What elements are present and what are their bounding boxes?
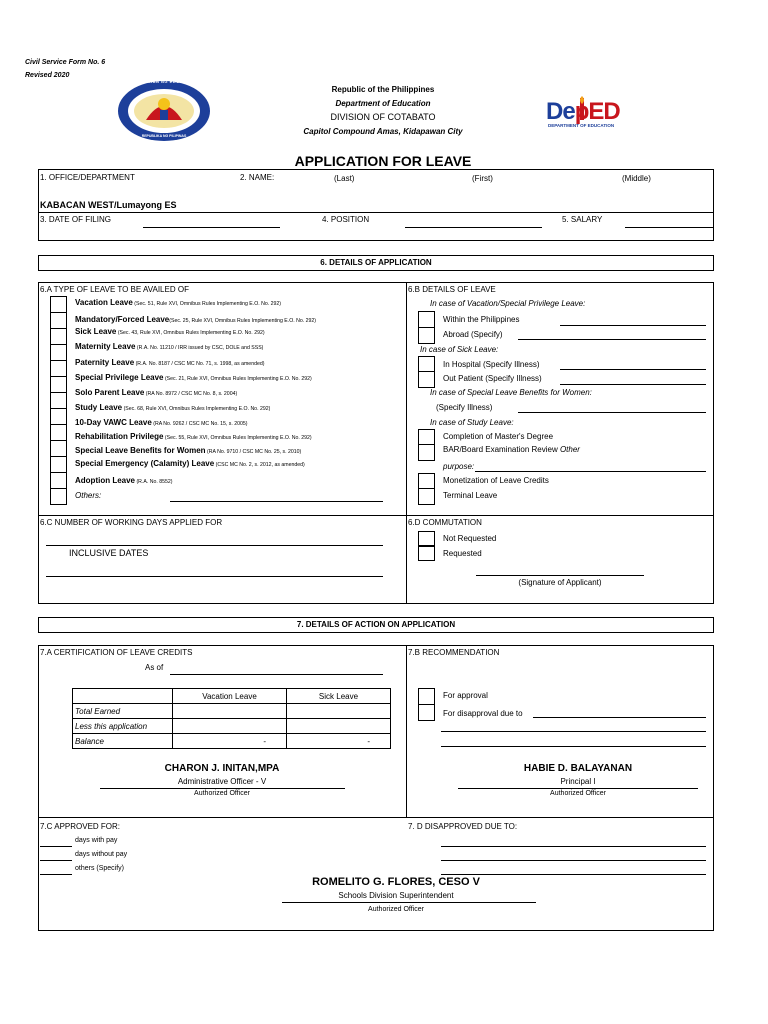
checkbox-leave-2[interactable]	[50, 312, 67, 329]
requested-label: Requested	[443, 549, 482, 558]
checkbox-out-patient[interactable]	[418, 371, 435, 388]
checkbox-leave-8[interactable]	[50, 408, 67, 425]
disapproved-due-label: 7. D DISAPPROVED DUE TO:	[408, 822, 518, 831]
disapproval-reason-field-2[interactable]	[441, 731, 706, 732]
seal-bottom-text: REPUBLIKA NG PILIPINAS	[141, 134, 187, 138]
checkbox-leave-13[interactable]	[50, 488, 67, 505]
checkbox-leave-9[interactable]	[50, 424, 67, 441]
table-row	[73, 719, 391, 734]
certifier-name: CHARON J. INITAN,MPA	[164, 763, 280, 774]
days-with-pay-label: days with pay	[75, 837, 118, 844]
position-field[interactable]	[405, 227, 542, 228]
inclusive-dates-label: INCLUSIVE DATES	[69, 548, 149, 558]
applicant-signature-field[interactable]	[476, 575, 644, 576]
disapproval-reason-field-1[interactable]	[533, 717, 706, 718]
office-label: 1. OFFICE/DEPARTMENT	[40, 173, 135, 182]
deped-wordmark: DepED	[546, 98, 620, 125]
name-label: 2. NAME:	[240, 173, 275, 182]
checkbox-leave-7[interactable]	[50, 392, 67, 409]
in-hospital-label: In Hospital (Specify Illness)	[443, 360, 540, 369]
form-number: Civil Service Form No. 6	[25, 59, 106, 66]
days-with-pay-field[interactable]	[40, 846, 72, 847]
leave-type-item: Solo Parent Leave (RA No. 8972 / CSC MC No. 8, s. 2004)	[75, 388, 238, 397]
out-patient-label: Out Patient (Specify Illness)	[443, 374, 542, 383]
table-row	[73, 704, 391, 719]
checkbox-requested[interactable]	[418, 546, 435, 561]
leave-type-item: Special Leave Benefits for Women (RA No. 9710 / CSC MC No. 25, s. 2010)	[75, 446, 302, 455]
days-without-pay-field[interactable]	[40, 860, 72, 861]
recommender-position: Principal I	[560, 777, 596, 786]
checkbox-leave-4[interactable]	[50, 344, 67, 361]
masters-degree-label: Completion of Master's Degree	[443, 432, 554, 441]
abroad-field[interactable]	[518, 339, 706, 340]
section6-title: 6. DETAILS OF APPLICATION	[38, 255, 714, 271]
checkbox-leave-1[interactable]	[50, 296, 67, 313]
recommender-role: Authorized Officer	[550, 790, 606, 797]
sick-case-label: In case of Sick Leave:	[420, 345, 499, 354]
women-case-label: In case of Special Leave Benefits for Women:	[430, 388, 592, 397]
table-cell[interactable]: -	[287, 734, 391, 749]
checkbox-leave-5[interactable]	[50, 360, 67, 377]
recommendation-label: 7.B RECOMMENDATION	[408, 648, 500, 657]
leave-type-item: Sick Leave (Sec. 43, Rule XVI, Omnibus Rules Implementing E.O. No. 292)	[75, 327, 265, 336]
working-days-field[interactable]	[46, 545, 383, 546]
position-label: 4. POSITION	[322, 215, 370, 224]
table-cell: Total Earned	[73, 704, 173, 719]
checkbox-within-philippines[interactable]	[418, 311, 435, 328]
leave-credits-table	[72, 688, 391, 749]
date-filing-field[interactable]	[143, 227, 280, 228]
leave-type-item: Paternity Leave (R.A. No. 8187 / CSC MC No. 71, s. 1998, as amended)	[75, 358, 265, 367]
checkbox-leave-6[interactable]	[50, 376, 67, 393]
approved-for-label: 7.C APPROVED FOR:	[40, 822, 121, 831]
abroad-label: Abroad (Specify)	[443, 330, 503, 339]
others-label: Others:	[75, 491, 102, 500]
others-specify-field[interactable]	[40, 874, 72, 875]
within-philippines-label: Within the Philippines	[443, 315, 520, 324]
study-case-label: In case of Study Leave:	[430, 418, 514, 427]
leave-type-item: Mandatory/Forced Leave(Sec. 25, Rule XVI, Omnibus Rules Implementing E.O. No. 292)	[75, 315, 317, 324]
for-disapproval-label: For disapproval due to	[443, 709, 523, 718]
leave-type-item: Vacation Leave (Sec. 51, Rule XVI, Omnibus Rules Implementing E.O. No. 292)	[75, 298, 282, 307]
recommender-name: HABIE D. BALAYANAN	[523, 763, 633, 774]
type-of-leave-label: 6.A TYPE OF LEAVE TO BE AVAILED OF	[40, 285, 189, 294]
checkbox-leave-11[interactable]	[50, 456, 67, 473]
others-field[interactable]	[170, 501, 383, 502]
bar-review-label: BAR/Board Examination Review Other	[443, 445, 580, 454]
address-label: Capitol Compound Amas, Kidapawan City	[303, 127, 463, 136]
disapproved-reason-field-2[interactable]	[441, 860, 706, 861]
commutation-label: 6.D COMMUTATION	[408, 518, 482, 527]
deped-brand-logo	[546, 96, 646, 130]
vacation-case-label: In case of Vacation/Special Privilege Leave:	[430, 299, 586, 308]
purpose-label: purpose:	[443, 462, 475, 471]
terminal-leave-label: Terminal Leave	[443, 491, 498, 500]
checkbox-bar-review[interactable]	[418, 444, 435, 461]
date-filing-label: 3. DATE OF FILING	[40, 215, 111, 224]
leave-type-item: Maternity Leave (R.A. No. 11210 / IRR issued by CSC, DOLE and SSS)	[75, 342, 264, 351]
table-row	[73, 734, 391, 749]
checkbox-for-disapproval[interactable]	[418, 704, 435, 721]
table-cell: Balance	[73, 734, 173, 749]
checkbox-abroad[interactable]	[418, 327, 435, 344]
division-label: DIVISION OF COTABATO	[330, 112, 436, 122]
table-cell[interactable]	[173, 704, 287, 719]
certifier-position: Administrative Officer - V	[177, 777, 267, 786]
checkbox-leave-10[interactable]	[50, 440, 67, 457]
last-name-label: (Last)	[334, 174, 355, 183]
middle-name-label: (Middle)	[622, 174, 651, 183]
for-approval-label: For approval	[443, 691, 488, 700]
inclusive-dates-field[interactable]	[46, 576, 383, 577]
checkbox-leave-3[interactable]	[50, 328, 67, 345]
applicant-signature-label: (Signature of Applicant)	[518, 578, 602, 587]
leave-type-item: Adoption Leave (R.A. No. 8552)	[75, 476, 173, 485]
checkbox-terminal-leave[interactable]	[418, 488, 435, 505]
purpose-field[interactable]	[475, 471, 706, 472]
section7-title: 7. DETAILS OF ACTION ON APPLICATION	[38, 617, 714, 633]
salary-label: 5. SALARY	[562, 215, 603, 224]
salary-field[interactable]	[625, 227, 713, 228]
specify-illness-label: (Specify Illness)	[436, 403, 493, 412]
table-header: Vacation Leave	[173, 689, 287, 704]
leave-type-item: Special Emergency (Calamity) Leave (CSC MC No. 2, s. 2012, as amended)	[75, 459, 305, 468]
form-title: APPLICATION FOR LEAVE	[294, 153, 472, 169]
checkbox-not-requested[interactable]	[418, 531, 435, 546]
table-header	[73, 689, 173, 704]
days-without-pay-label: days without pay	[75, 851, 128, 858]
checkbox-for-approval[interactable]	[418, 688, 435, 705]
table-cell[interactable]	[287, 719, 391, 734]
deped-sub: DEPARTMENT OF EDUCATION	[548, 123, 615, 128]
not-requested-label: Not Requested	[443, 534, 497, 543]
checkbox-leave-12[interactable]	[50, 472, 67, 489]
in-hospital-field[interactable]	[560, 369, 706, 370]
table-cell[interactable]	[287, 704, 391, 719]
monetization-label: Monetization of Leave Credits	[443, 476, 549, 485]
certifier-role: Authorized Officer	[194, 790, 250, 797]
leave-type-item: 10-Day VAWC Leave (RA No. 9262 / CSC MC No. 15, s. 2005)	[75, 418, 248, 427]
leave-type-item: Special Privilege Leave (Sec. 21, Rule XVI, Omnibus Rules Implementing E.O. No. 292)	[75, 373, 312, 382]
certification-label: 7.A CERTIFICATION OF LEAVE CREDITS	[40, 648, 193, 657]
approver-role: Authorized Officer	[368, 906, 424, 913]
disapproved-reason-field-3[interactable]	[441, 874, 706, 875]
revision-label: Revised 2020	[25, 72, 70, 79]
table-cell[interactable]	[173, 719, 287, 734]
working-days-label: 6.C NUMBER OF WORKING DAYS APPLIED FOR	[40, 518, 223, 527]
as-of-field[interactable]	[170, 674, 383, 675]
seal-top-text: KAGAWARAN NG EDUKASYON	[128, 79, 200, 84]
office-value[interactable]: KABACAN WEST/Lumayong ES	[40, 200, 177, 210]
as-of-label: As of	[145, 663, 164, 672]
republic-label: Republic of the Philippines	[331, 85, 435, 94]
leave-type-item: Rehabilitation Privilege (Sec. 55, Rule XVI, Omnibus Rules Implementing E.O. No. 292)	[75, 432, 312, 441]
table-cell[interactable]: -	[173, 734, 287, 749]
table-header: Sick Leave	[287, 689, 391, 704]
table-cell: Less this application	[73, 719, 173, 734]
specify-illness-field[interactable]	[518, 412, 706, 413]
first-name-label: (First)	[472, 174, 493, 183]
approver-position: Schools Division Superintendent	[338, 891, 454, 900]
out-patient-field[interactable]	[560, 384, 706, 385]
department-label: Department of Education	[335, 99, 431, 108]
disapproval-reason-field-3[interactable]	[441, 746, 706, 747]
others-specify-label: others (Specify)	[75, 865, 125, 872]
details-leave-label: 6.B DETAILS OF LEAVE	[408, 285, 496, 294]
deped-seal-logo	[116, 80, 212, 142]
leave-type-item: Study Leave (Sec. 68, Rule XVI, Omnibus Rules Implementing E.O. No. 292)	[75, 403, 271, 412]
approver-name: ROMELITO G. FLORES, CESO V	[312, 876, 480, 888]
disapproved-reason-field-1[interactable]	[441, 846, 706, 847]
